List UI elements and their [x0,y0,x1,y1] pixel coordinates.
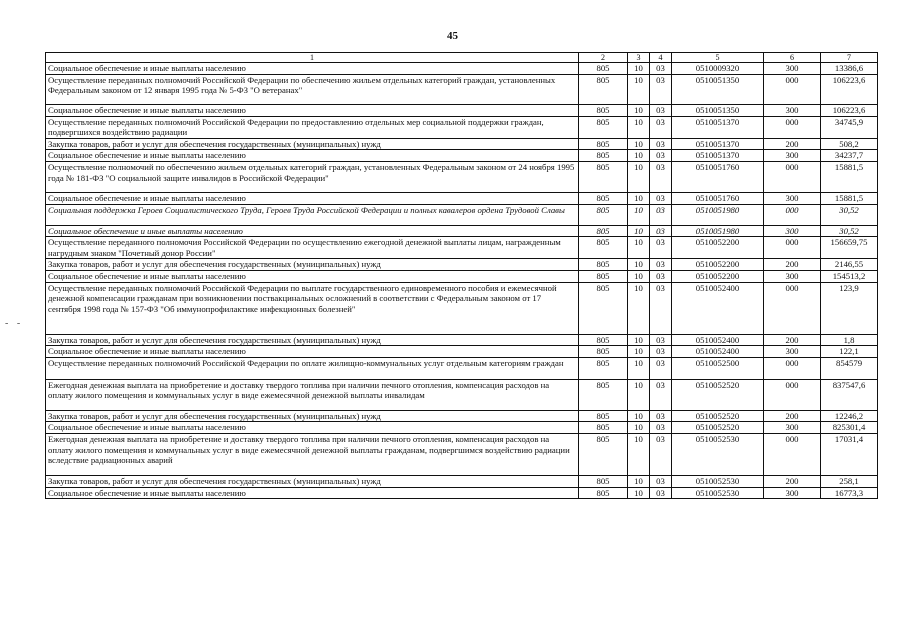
row-subsection-cell: 03 [650,433,672,475]
budget-table [45,52,878,499]
row-section-cell: 10 [628,410,650,422]
row-type-cell: 200 [764,410,821,422]
row-target-cell: 0510052520 [672,379,764,410]
row-subsection-cell: 03 [650,225,672,237]
row-name-cell: Закупка товаров, работ и услуг для обеспечения государственных (муниципальных) нужд [46,410,579,422]
table-row [46,282,878,334]
row-code-cell: 805 [579,225,628,237]
row-name-cell: Осуществление переданных полномочий Российской Федерации по обеспечению жильем отдельных категорий граждан, установленных Федеральным законом от 12 января 1995 года № 5-ФЗ "О ветеранах" [46,74,579,104]
row-target-cell: 0510052530 [672,487,764,499]
row-section-cell: 10 [628,104,650,116]
row-amount-cell: 106223,6 [821,74,878,104]
row-code-cell: 805 [579,357,628,379]
table-row [46,357,878,379]
row-name-cell: Осуществление переданных полномочий Российской Федерации по оплате жилищно-коммунальных услуг отдельным категориям граждан [46,357,579,379]
row-target-cell: 0510052200 [672,237,764,259]
row-name-cell: Социальное обеспечение и иные выплаты населению [46,487,579,499]
row-subsection-cell: 03 [650,63,672,75]
table-row [46,104,878,116]
table-row [46,150,878,162]
row-name-cell: Социальное обеспечение и иные выплаты населению [46,63,579,75]
row-type-cell: 000 [764,379,821,410]
page-number: 45 [447,30,458,42]
row-section-cell: 10 [628,259,650,271]
row-section-cell: 10 [628,379,650,410]
row-type-cell: 000 [764,161,821,192]
row-amount-cell: 1,8 [821,334,878,346]
table-row [46,204,878,225]
header-row [46,53,878,63]
row-code-cell: 805 [579,433,628,475]
row-code-cell: 805 [579,116,628,138]
row-subsection-cell: 03 [650,379,672,410]
row-target-cell: 0510051370 [672,116,764,138]
row-target-cell: 0510052400 [672,334,764,346]
row-subsection-cell: 03 [650,334,672,346]
row-name-cell: Социальная поддержка Героев Социалистического Труда, Героев Труда Российской Федерации и полных кавалеров ордена Трудовой Славы [46,204,579,225]
row-name-cell: Социальное обеспечение и иные выплаты населению [46,104,579,116]
row-section-cell: 10 [628,237,650,259]
row-subsection-cell: 03 [650,192,672,204]
header-col-3: 3 [628,53,650,63]
row-subsection-cell: 03 [650,259,672,271]
table-row [46,410,878,422]
row-section-cell: 10 [628,422,650,434]
row-name-cell: Осуществление переданных полномочий Российской Федерации по предоставлению отдельных мер социальной поддержки граждан, подвергшихся воздействию радиации [46,116,579,138]
row-section-cell: 10 [628,116,650,138]
row-amount-cell: 34237,7 [821,150,878,162]
row-amount-cell: 15881,5 [821,192,878,204]
row-section-cell: 10 [628,138,650,150]
row-section-cell: 10 [628,487,650,499]
row-type-cell: 300 [764,270,821,282]
row-section-cell: 10 [628,282,650,334]
row-type-cell: 300 [764,150,821,162]
row-section-cell: 10 [628,63,650,75]
row-type-cell: 300 [764,225,821,237]
row-code-cell: 805 [579,161,628,192]
row-type-cell: 300 [764,192,821,204]
row-code-cell: 805 [579,379,628,410]
row-target-cell: 0510052400 [672,282,764,334]
table-row [46,237,878,259]
row-code-cell: 805 [579,422,628,434]
row-type-cell: 200 [764,138,821,150]
row-type-cell: 000 [764,116,821,138]
row-subsection-cell: 03 [650,270,672,282]
row-amount-cell: 825301,4 [821,422,878,434]
row-subsection-cell: 03 [650,138,672,150]
row-amount-cell: 2146,55 [821,259,878,271]
row-name-cell: Осуществление переданного полномочия Российской Федерации по осуществлению ежегодной денежной выплаты лицам, награжденным нагрудным знаком "Почетный донор России" [46,237,579,259]
row-name-cell: Социальное обеспечение и иные выплаты населению [46,150,579,162]
row-amount-cell: 30,52 [821,225,878,237]
row-subsection-cell: 03 [650,410,672,422]
row-subsection-cell: 03 [650,204,672,225]
row-target-cell: 0510051370 [672,150,764,162]
row-code-cell: 805 [579,104,628,116]
row-amount-cell: 508,2 [821,138,878,150]
row-name-cell: Социальное обеспечение и иные выплаты населению [46,270,579,282]
row-amount-cell: 34745,9 [821,116,878,138]
row-code-cell: 805 [579,74,628,104]
row-name-cell: Закупка товаров, работ и услуг для обеспечения государственных (муниципальных) нужд [46,334,579,346]
table-row [46,192,878,204]
row-code-cell: 805 [579,410,628,422]
row-subsection-cell: 03 [650,150,672,162]
row-code-cell: 805 [579,192,628,204]
row-subsection-cell: 03 [650,487,672,499]
row-target-cell: 0510051350 [672,104,764,116]
row-name-cell: Социальное обеспечение и иные выплаты населению [46,346,579,358]
row-code-cell: 805 [579,346,628,358]
header-col-2: 2 [579,53,628,63]
row-type-cell: 000 [764,433,821,475]
table-row [46,487,878,499]
row-type-cell: 000 [764,357,821,379]
table-row [46,161,878,192]
row-name-cell: Осуществление полномочий по обеспечению жильем отдельных категорий граждан, установленных Федеральным законом от 24 ноября 1995 года № 181-ФЗ "О социальной защите инвалидов в Российской Федерации" [46,161,579,192]
row-type-cell: 200 [764,334,821,346]
row-type-cell: 300 [764,104,821,116]
row-amount-cell: 15881,5 [821,161,878,192]
row-subsection-cell: 03 [650,74,672,104]
row-target-cell: 0510052200 [672,270,764,282]
row-name-cell: Закупка товаров, работ и услуг для обеспечения государственных (муниципальных) нужд [46,138,579,150]
row-target-cell: 0510052530 [672,475,764,487]
header-col-7: 7 [821,53,878,63]
margin-marks: - - [5,318,24,329]
row-subsection-cell: 03 [650,475,672,487]
row-code-cell: 805 [579,204,628,225]
row-target-cell: 0510052520 [672,422,764,434]
row-amount-cell: 258,1 [821,475,878,487]
row-type-cell: 300 [764,422,821,434]
row-type-cell: 000 [764,237,821,259]
table-row [46,334,878,346]
row-code-cell: 805 [579,150,628,162]
row-amount-cell: 30,52 [821,204,878,225]
row-type-cell: 300 [764,346,821,358]
row-amount-cell: 106223,6 [821,104,878,116]
row-name-cell: Закупка товаров, работ и услуг для обеспечения государственных (муниципальных) нужд [46,259,579,271]
row-target-cell: 0510051980 [672,225,764,237]
row-subsection-cell: 03 [650,104,672,116]
row-name-cell: Социальное обеспечение и иные выплаты населению [46,422,579,434]
table-row [46,259,878,271]
row-subsection-cell: 03 [650,422,672,434]
row-name-cell: Ежегодная денежная выплата на приобретение и доставку твердого топлива при наличии печного отопления, компенсация расходов на оплату жилого помещения и коммунальных услуг в виде ежемесячной денежной выплаты инвалидам [46,379,579,410]
row-type-cell: 000 [764,204,821,225]
row-amount-cell: 17031,4 [821,433,878,475]
row-type-cell: 000 [764,282,821,334]
row-amount-cell: 16773,3 [821,487,878,499]
header-col-4: 4 [650,53,672,63]
row-type-cell: 200 [764,475,821,487]
row-subsection-cell: 03 [650,116,672,138]
table-row [46,63,878,75]
row-section-cell: 10 [628,192,650,204]
row-target-cell: 0510052530 [672,433,764,475]
row-subsection-cell: 03 [650,282,672,334]
row-section-cell: 10 [628,225,650,237]
row-amount-cell: 12246,2 [821,410,878,422]
row-type-cell: 200 [764,259,821,271]
row-code-cell: 805 [579,282,628,334]
row-target-cell: 0510051370 [672,138,764,150]
row-name-cell: Социальное обеспечение и иные выплаты населению [46,192,579,204]
row-section-cell: 10 [628,74,650,104]
row-section-cell: 10 [628,475,650,487]
row-amount-cell: 156659,75 [821,237,878,259]
table-row [46,379,878,410]
row-code-cell: 805 [579,63,628,75]
row-section-cell: 10 [628,433,650,475]
row-name-cell: Закупка товаров, работ и услуг для обеспечения государственных (муниципальных) нужд [46,475,579,487]
row-section-cell: 10 [628,270,650,282]
row-amount-cell: 837547,6 [821,379,878,410]
row-code-cell: 805 [579,237,628,259]
row-subsection-cell: 03 [650,346,672,358]
table-row [46,346,878,358]
row-section-cell: 10 [628,357,650,379]
row-code-cell: 805 [579,270,628,282]
table-row [46,475,878,487]
row-code-cell: 805 [579,487,628,499]
row-name-cell: Ежегодная денежная выплата на приобретение и доставку твердого топлива при наличии печного отопления, компенсация расходов на оплату жилого помещения и коммунальных услуг в виде ежемесячной денежной выплаты гражданам, подвергшимся воздействию радиации вследствие радиационных аварий [46,433,579,475]
row-amount-cell: 123,9 [821,282,878,334]
row-target-cell: 0510051350 [672,74,764,104]
row-amount-cell: 154513,2 [821,270,878,282]
table-row [46,74,878,104]
row-target-cell: 0510009320 [672,63,764,75]
row-amount-cell: 13386,6 [821,63,878,75]
row-subsection-cell: 03 [650,237,672,259]
row-section-cell: 10 [628,150,650,162]
row-target-cell: 0510051760 [672,161,764,192]
row-type-cell: 000 [764,74,821,104]
row-target-cell: 0510052520 [672,410,764,422]
header-col-1: 1 [46,53,579,63]
table-row [46,433,878,475]
header-col-5: 5 [672,53,764,63]
table-row [46,116,878,138]
row-target-cell: 0510052400 [672,346,764,358]
row-section-cell: 10 [628,334,650,346]
row-type-cell: 300 [764,487,821,499]
row-section-cell: 10 [628,346,650,358]
table-row [46,138,878,150]
row-target-cell: 0510052500 [672,357,764,379]
row-name-cell: Осуществление переданных полномочий Российской Федерации по выплате государственного единовременного пособия и ежемесячной денежной компенсации гражданам при возникновении поствакцинальных осложнений в соответствии с Федеральным законом от 17 сентября 1998 года № 157-ФЗ "Об иммунопрофилактике инфекционных болезней" [46,282,579,334]
row-section-cell: 10 [628,161,650,192]
row-target-cell: 0510051980 [672,204,764,225]
row-type-cell: 300 [764,63,821,75]
row-code-cell: 805 [579,138,628,150]
row-code-cell: 805 [579,259,628,271]
table-row [46,270,878,282]
table-row [46,225,878,237]
row-code-cell: 805 [579,334,628,346]
table-body [46,63,878,499]
row-amount-cell: 854579 [821,357,878,379]
row-subsection-cell: 03 [650,357,672,379]
row-name-cell: Социальное обеспечение и иные выплаты населению [46,225,579,237]
row-section-cell: 10 [628,204,650,225]
table-row [46,422,878,434]
row-target-cell: 0510052200 [672,259,764,271]
row-code-cell: 805 [579,475,628,487]
header-col-6: 6 [764,53,821,63]
row-subsection-cell: 03 [650,161,672,192]
row-amount-cell: 122,1 [821,346,878,358]
row-target-cell: 0510051760 [672,192,764,204]
